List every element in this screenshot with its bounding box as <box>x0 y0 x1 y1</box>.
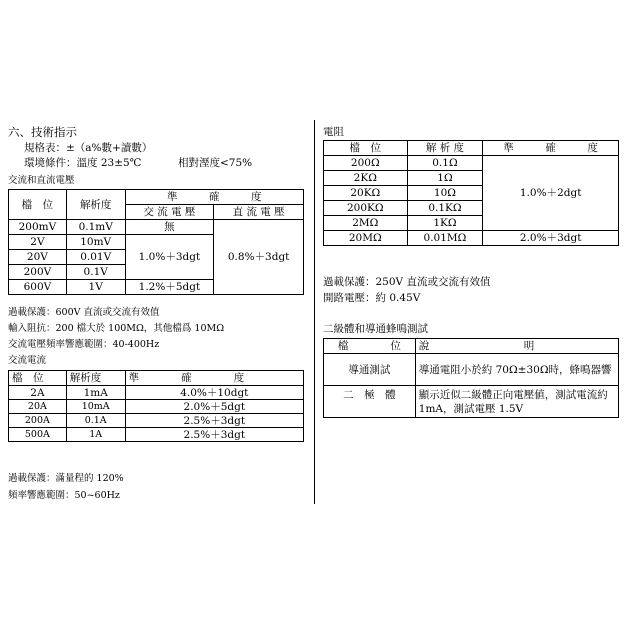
cell-resolution: 0.01V <box>66 250 125 265</box>
env-line: 環境條件：溫度 23±5℃ <box>24 157 142 169</box>
header-resolution: 解析度 <box>66 190 125 220</box>
cell-resolution: 1mA <box>66 386 125 400</box>
header-accuracy: 準 確 度 <box>483 141 619 156</box>
cell-resolution: 0.1KΩ <box>407 201 483 216</box>
cell-range: 2V <box>9 235 67 250</box>
header-description: 說 明 <box>415 339 618 354</box>
cell-resolution: 0.1V <box>66 265 125 280</box>
cell-accuracy: 2.5%＋3dgt <box>125 428 303 442</box>
column-divider <box>314 120 315 504</box>
header-accuracy: 準 確 度 <box>125 371 303 386</box>
cell-range: 2MΩ <box>324 216 408 231</box>
spec-line: 規格表：±（a%數+讀數） <box>24 142 153 154</box>
cell-resolution: 0.1A <box>66 414 125 428</box>
cell-range: 600V <box>9 280 67 295</box>
cell-accuracy: 2.5%＋3dgt <box>125 414 303 428</box>
cell-resolution: 10mV <box>66 235 125 250</box>
header-resolution: 解析度 <box>66 371 125 386</box>
input-impedance: 輸入阻抗：200 檔大於 100MΩ，其他檔爲 10MΩ <box>8 323 225 334</box>
header-resolution: 解 析 度 <box>407 141 483 156</box>
freq-voltage: 交流電壓頻率響應範圍：40-400Hz <box>8 339 160 350</box>
acdc-title: 交流和直流電壓 <box>8 175 75 186</box>
cell-range: 2KΩ <box>324 171 408 186</box>
cell-resolution: 10Ω <box>407 186 483 201</box>
cell-range: 20KΩ <box>324 186 408 201</box>
ac-current-title: 交流電流 <box>8 355 47 366</box>
cell-resolution: 0.1Ω <box>407 156 483 171</box>
cell-resolution: 0.1mV <box>66 220 125 235</box>
cell-range: 二 極 體 <box>324 386 416 418</box>
cell-range: 200Ω <box>324 156 408 171</box>
cell-accuracy: 4.0%＋10dgt <box>125 386 303 400</box>
cell-range: 200V <box>9 265 67 280</box>
overload-resistance: 過載保護：250V 直流或交流有效值 <box>323 276 491 288</box>
cell-accuracy: 2.0%＋3dgt <box>483 231 619 246</box>
cell-range: 200A <box>9 414 67 428</box>
humidity-line: 相對溼度<75% <box>178 157 253 169</box>
cell-range: 20A <box>9 400 67 414</box>
cell-dc-all: 0.8%＋3dgt <box>214 220 304 295</box>
cell-description: 導通電阻小於約 70Ω±30Ω時，蜂鳴器響 <box>415 354 618 386</box>
cell-resolution: 10mA <box>66 400 125 414</box>
cell-range: 200mV <box>9 220 67 235</box>
cell-description: 顯示近似二級體正向電壓値，測試電流約 1mA，測試電壓 1.5V <box>415 386 618 418</box>
freq-current: 頻率響應範圍：50~60Hz <box>8 490 120 501</box>
ac-current-table <box>8 370 304 442</box>
header-accuracy: 準 確 度 <box>125 190 303 205</box>
diode-title: 二級體和導通蜂鳴測試 <box>323 323 428 335</box>
cell-range: 導通測試 <box>324 354 416 386</box>
header-range: 檔 位 <box>9 371 67 386</box>
header-range: 檔 位 <box>324 339 416 354</box>
resistance-title: 電阻 <box>323 126 344 138</box>
header-dc: 直 流 電 壓 <box>214 205 304 220</box>
acdc-voltage-table <box>8 189 304 295</box>
cell-ac: 1.2%＋5dgt <box>125 280 214 295</box>
cell-range: 500A <box>9 428 67 442</box>
header-range: 檔 位 <box>9 190 67 220</box>
cell-resolution: 1A <box>66 428 125 442</box>
resistance-table <box>323 140 619 246</box>
cell-range: 200KΩ <box>324 201 408 216</box>
cell-range: 20MΩ <box>324 231 408 246</box>
cell-resolution: 0.01MΩ <box>407 231 483 246</box>
cell-resolution: 1V <box>66 280 125 295</box>
overload-voltage: 過載保護：600V 直流或交流有效值 <box>8 307 160 318</box>
header-ac: 交 流 電 壓 <box>125 205 214 220</box>
header-range: 檔 位 <box>324 141 408 156</box>
cell-resolution: 1Ω <box>407 171 483 186</box>
cell-range: 2A <box>9 386 67 400</box>
cell-ac-mid: 1.0%＋3dgt <box>125 235 214 280</box>
diode-table <box>323 338 619 418</box>
cell-range: 20V <box>9 250 67 265</box>
overload-current: 過載保護：滿量程的 120% <box>8 473 124 484</box>
cell-accuracy-main: 1.0%＋2dgt <box>483 156 619 231</box>
cell-resolution: 1KΩ <box>407 216 483 231</box>
cell-ac: 無 <box>125 220 214 235</box>
section-title: 六、技術指示 <box>8 125 77 139</box>
open-voltage: 開路電壓：約 0.45V <box>323 292 421 304</box>
cell-accuracy: 2.0%＋5dgt <box>125 400 303 414</box>
